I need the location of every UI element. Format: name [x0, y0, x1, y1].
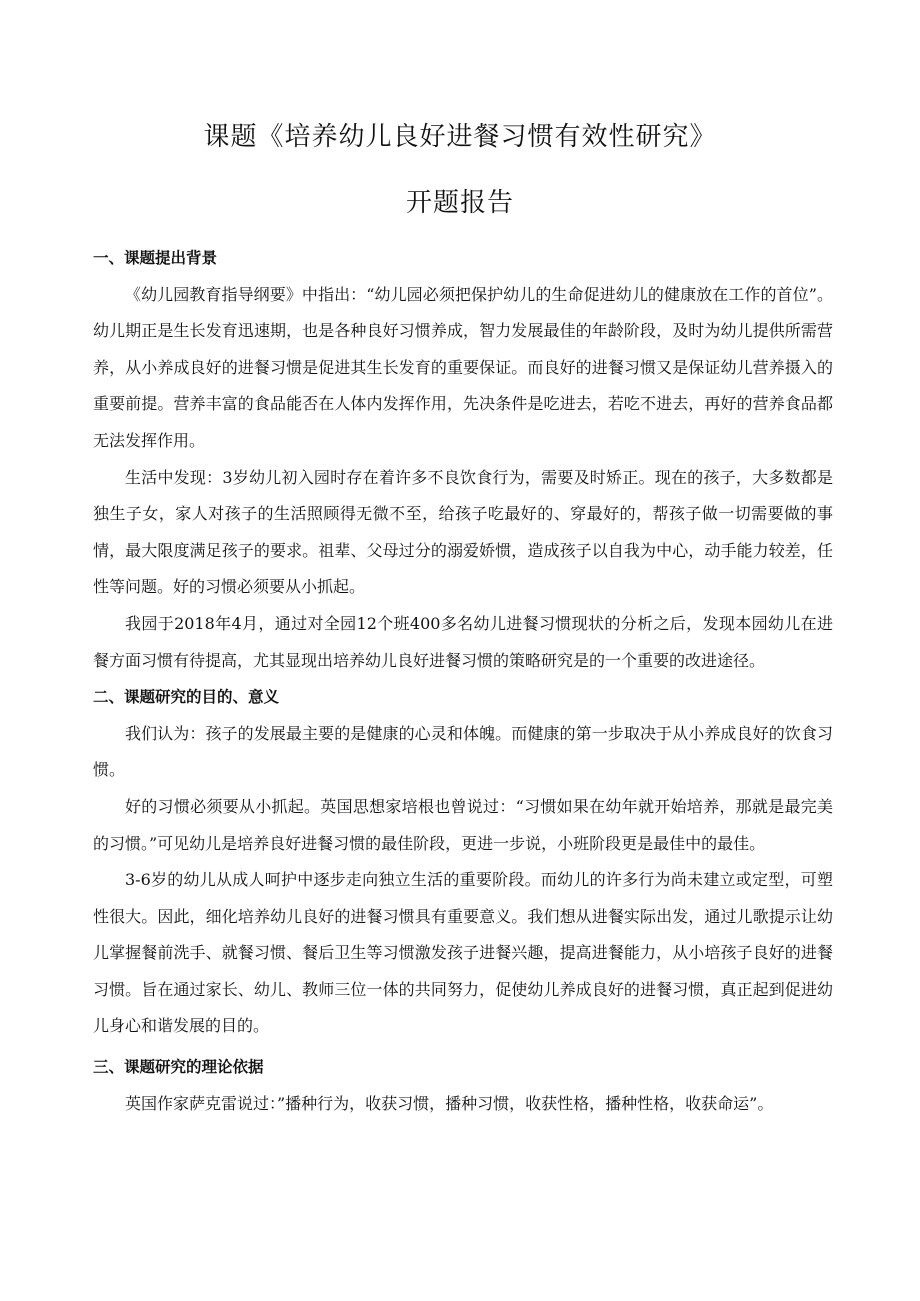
paragraph: 《幼儿园教育指导纲要》中指出：“幼儿园必须把保护幼儿的生命促进幼儿的健康放在工作的首位”。幼儿期正是生长发育迅速期，也是各种良好习惯养成，智力发展最佳的年龄阶段，及时为幼儿提供所需营养，从小养成良好的进餐习惯是促进其生长发育的重要保证。而良好的进餐习惯又是保证幼儿营养摄入的重要前提。营养丰富的食品能否在人体内发挥作用，先决条件是吃进去，若吃不进去，再好的营养食品都无法发挥作用。 — [93, 284, 833, 450]
section-heading: 一、课题提出背景 — [93, 249, 218, 267]
document-body — [93, 240, 833, 1122]
section-heading: 二、课题研究的目的、意义 — [93, 688, 280, 707]
paragraph: 3-6岁的幼儿从成人呵护中逐步走向独立生活的重要阶段。而幼儿的许多行为尚未建立或定型，可塑性很大。因此，细化培养幼儿良好的进餐习惯具有重要意义。我们想从进餐实际出发，通过儿歌提示让幼儿掌握餐前洗手、就餐习惯、餐后卫生等习惯激发孩子进餐兴趣，提高进餐能力，从小培孩子良好的进餐习惯。旨在通过家长、幼儿、教师三位一体的共同努力，促使幼儿养成良好的进餐习惯，真正起到促进幼儿身心和谐发展的目的。 — [93, 870, 833, 1036]
paragraph: 英国作家萨克雷说过：”播种行为，收获习惯，播种习惯，收获性格，播种性格，收获命运”。 — [125, 1093, 774, 1113]
paragraph: 我们认为：孩子的发展最主要的是健康的心灵和体魄。而健康的第一步取决于从小养成良好的饮食习惯。 — [93, 723, 833, 780]
paragraph: 好的习惯必须要从小抓起。英国思想家培根也曾说过：“习惯如果在幼年就开始培养，那就是最完美的习惯。”可见幼儿是培养良好进餐习惯的最佳阶段，更进一步说，小班阶段更是最佳中的最佳。 — [93, 796, 833, 853]
section-theory — [93, 1049, 833, 1122]
paragraph: 我园于2018年4月，通过对全园12个班400多名幼儿进餐习惯现状的分析之后，发现本园幼儿在进餐方面习惯有待提高，尤其显现出培养幼儿良好进餐习惯的策略研究是的一个重要的改进途径。 — [93, 613, 833, 670]
section-purpose — [93, 679, 833, 1045]
section-background — [93, 240, 833, 679]
document-title: 课题《培养幼儿良好进餐习惯有效性研究》 — [203, 122, 717, 152]
document-subtitle: 开题报告 — [405, 188, 514, 218]
section-heading: 三、课题研究的理论依据 — [93, 1058, 264, 1077]
paragraph: 生活中发现：3岁幼儿初入园时存在着许多不良饮食行为，需要及时矫正。现在的孩子，大多数都是独生子女，家人对孩子的生活照顾得无微不至，给孩子吃最好的、穿最好的，帮孩子做一切需要做的事情，最大限度满足孩子的要求。祖辈、父母过分的溺爱娇惯，造成孩子以自我为中心，动手能力较差，任性等问题。好的习惯必须要从小抓起。 — [93, 467, 833, 597]
